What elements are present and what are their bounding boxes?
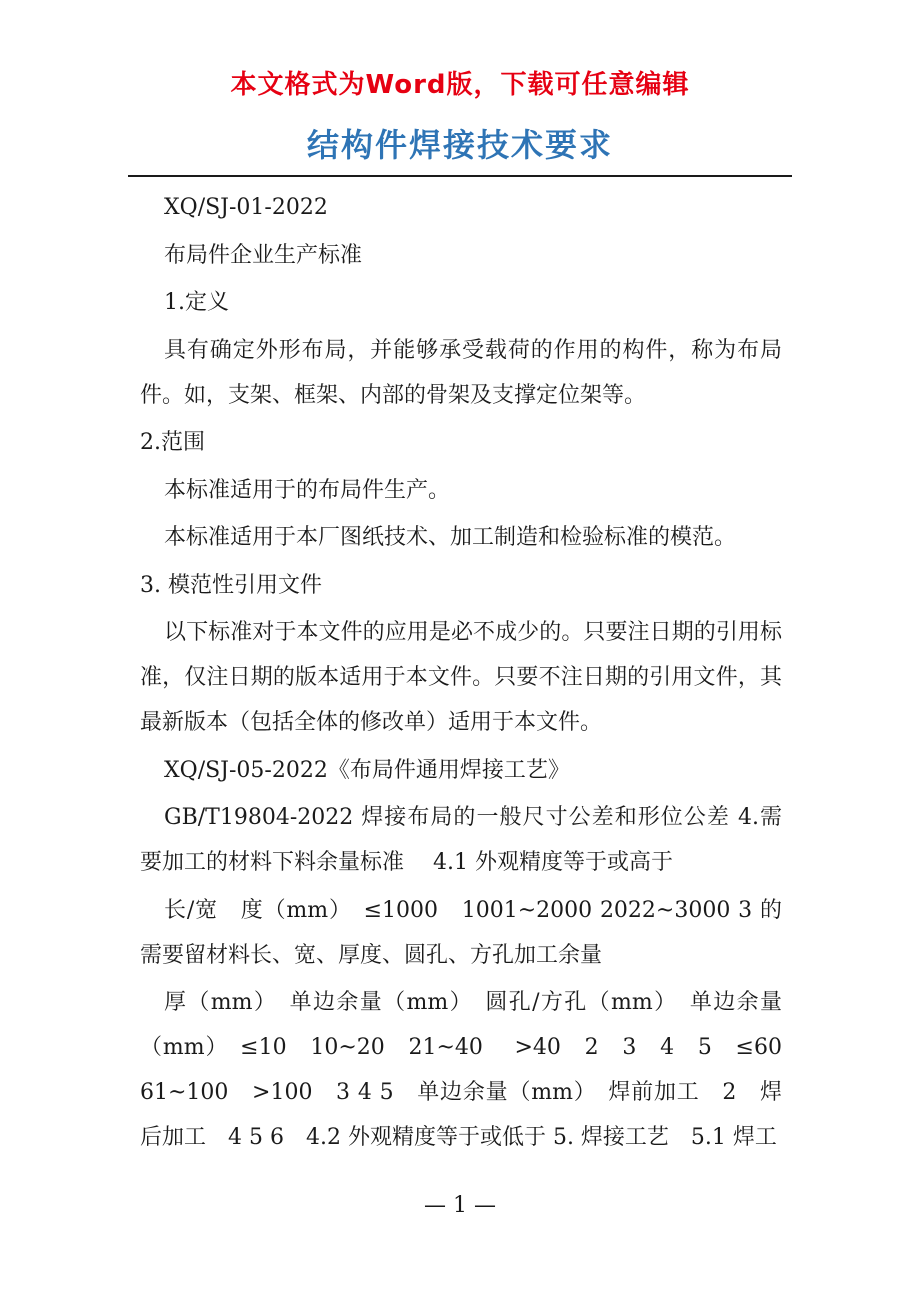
body-paragraph: 布局件企业生产标准 <box>164 242 363 268</box>
body-paragraph: 长/宽 度（mm） ≤1000 1001~2000 2022~3000 3 的需要留材料长、宽、厚度、圆孔、方孔加工余量 <box>140 897 782 968</box>
body-paragraph: 厚（mm） 单边余量（mm） 圆孔/方孔（mm） 单边余量（mm） ≤10 10~20 21~40 >40 2 3 4 5 ≤60 61~100 >100 3 4 5 单边余量（mm） 焊前加工 2 焊后加工 4 5 6 4.2 外观精度等于或低于 5. 焊接工艺 5.1 焊工 <box>140 990 805 1150</box>
page-number: — 1 — <box>424 1193 496 1218</box>
body-paragraph: 3. 模范性引用文件 <box>140 572 322 598</box>
format-banner: 本文格式为Word版，下载可任意编辑 <box>230 70 690 100</box>
body-paragraph: 本标准适用于本厂图纸技术、加工制造和检验标准的模范。 <box>164 525 737 550</box>
body-paragraph: 以下标准对于本文件的应用是必不成少的。只要注日期的引用标准，仅注日期的版本适用于本文件。只要不注日期的引用文件，其最新版本（包括全体的修改单）适用于本文件。 <box>140 620 782 735</box>
body-paragraph: 本标准适用于的布局件生产。 <box>164 477 451 503</box>
document-body <box>140 185 805 1163</box>
body-paragraph: XQ/SJ-01-2022 <box>164 195 328 220</box>
document-title: 结构件焊接技术要求 <box>306 126 613 164</box>
title-divider <box>128 175 792 177</box>
body-paragraph: GB/T19804-2022 焊接布局的一般尺寸公差和形位公差 4.需要加工的材料下料余量标准 4.1 外观精度等于或高于 <box>140 805 782 875</box>
body-paragraph: 2.范围 <box>140 430 205 455</box>
body-paragraph: 具有确定外形布局，并能够承受载荷的作用的构件，称为布局件。如，支架、框架、内部的骨架及支撑定位架等。 <box>140 337 782 408</box>
body-paragraph: XQ/SJ-05-2022《布局件通用焊接工艺》 <box>164 757 570 783</box>
body-paragraph: 1.定义 <box>164 290 229 315</box>
